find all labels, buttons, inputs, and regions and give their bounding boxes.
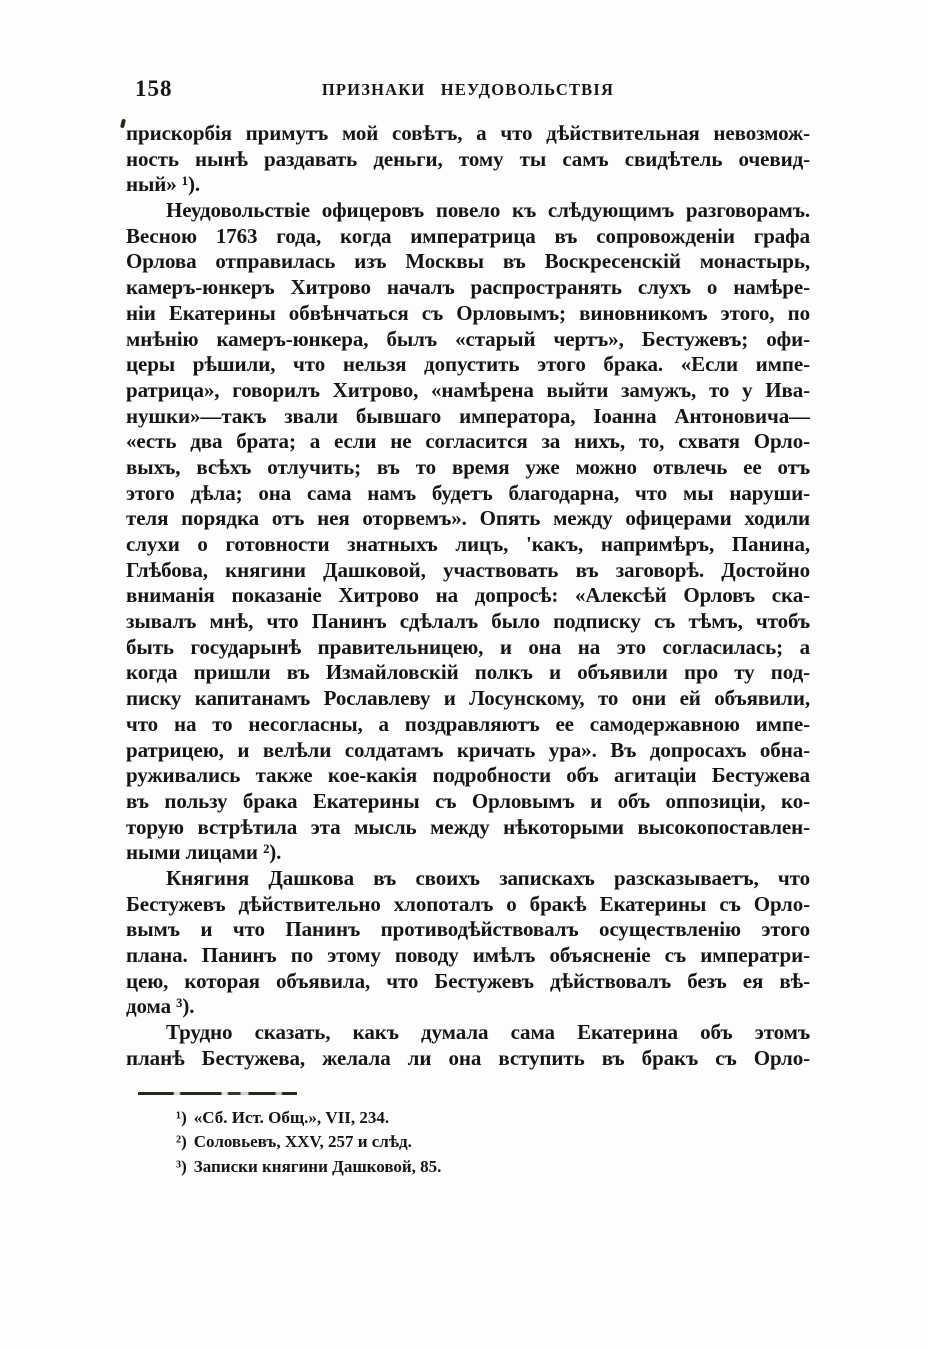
paragraph [126,1020,810,1071]
text-line: Орлова отправилась изъ Москвы въ Воскресенскій монастырь, [126,249,810,274]
paragraph [126,866,810,1020]
footnote-text: Соловьевъ, XXV, 257 и слѣд. [193,1132,412,1152]
text-line: планѣ Бестужева, желала ли она вступить въ бракъ съ Орло- [126,1045,810,1070]
footnote-marker: ¹) [176,1108,187,1127]
text-line: вниманія показаніе Хитрово на допросѣ: «Алексѣй Орловъ ска- [126,583,810,608]
text-line: «есть два брата; а если не согласится за нихъ, то, схватя Орло- [126,429,810,454]
text-line: цею, которая объявила, что Бестужевъ дѣйствовалъ безъ ея вѣ- [126,968,810,993]
footnote-item [176,1155,776,1179]
text-line: руживались также кое-какія подробности объ агитаціи Бестужева [126,763,810,788]
text-line: Трудно сказать, какъ думала сама Екатерина объ этомъ [166,1020,810,1045]
text-line: Бестужевъ дѣйствительно хлопоталъ о бракѣ Екатерины съ Орло- [126,891,810,916]
footnote-text: «Сб. Ист. Общ.», VII, 234. [193,1108,390,1127]
text-line: что на то несогласны, а поздравляютъ ее самодержавною импе- [126,711,810,736]
text-line: теля порядка отъ нея оторвемъ». Опять между офицерами ходили [126,506,810,531]
text-line: плана. Панинъ по этому поводу имѣлъ объясненіе съ императри- [126,943,810,967]
text-line: ными лицами ²). [126,840,282,865]
text-line: ратрицею, и велѣли солдатамъ кричать ура». Въ допросахъ обна- [126,737,810,762]
text-line: въ пользу брака Екатерины съ Орловымъ и объ оппозиціи, ко- [126,788,810,813]
text-line: ность нынѣ раздавать деньги, тому ты самъ свидѣтель очевид- [126,146,810,171]
text-line: быть государынѣ правительницею, и она на это согласилась; а [126,634,810,659]
footnote-marker: ³) [176,1156,187,1176]
text-line: когда пришли въ Измайловскій полкъ и объявили про ту под- [126,660,810,685]
text-line: торую встрѣтила эта мысль между нѣкоторыми высокопоставлен- [126,814,810,839]
text-line: зывалъ мнѣ, что Панинъ сдѣлалъ было подписку съ тѣмъ, чтобъ [126,609,810,634]
paragraph [126,198,810,866]
running-head-row [0,76,928,104]
text-line: Весною 1763 года, когда императрица въ сопровожденіи графа [126,223,810,248]
footnote-marker: ²) [176,1132,187,1152]
text-line: этого дѣла; она сама намъ будетъ благодарна, что мы наруши- [126,480,810,505]
footnote-list [176,1106,776,1179]
body-text [126,121,810,1071]
footnote-item [176,1130,776,1154]
footnote-text: Записки княгини Дашковой, 85. [193,1156,442,1176]
text-line: Княгиня Дашкова въ своихъ запискахъ разсказываетъ, что [166,865,810,890]
footnote-item [176,1106,776,1130]
footnote-separator [138,1092,297,1095]
text-line: вымъ и что Панинъ противодѣйствовалъ осуществленію этого [126,917,810,942]
text-line: ратрица», говорилъ Хитрово, «намѣрена выйти замужъ, то у Ива- [126,377,810,402]
text-line: дома ³). [126,994,195,1019]
text-line: писку капитанамъ Рославлеву и Лосунскому, то они ей объявили, [126,686,810,711]
text-line: ніи Екатерины обвѣнчаться съ Орловымъ; виновникомъ этого, по [126,300,810,325]
text-line: слухи о готовности знатныхъ лицъ, 'какъ, напримѣръ, Панина, [126,532,810,556]
text-line: нушки»—такъ звали бывшаго императора, Іоанна Антоновича— [126,403,810,428]
text-line: прискорбія примутъ мой совѣтъ, а что дѣйствительная невозмож- [126,121,810,145]
page-number: 158 [135,76,173,101]
text-line: камеръ-юнкеръ Хитрово началъ распространять слухъ о намѣре- [126,275,810,300]
text-line: церы рѣшили, что нельзя допустить этого брака. «Если импе- [126,352,810,377]
paragraph [126,121,810,198]
text-line: ный» ¹). [126,172,201,197]
text-line: мнѣнію камеръ-юнкера, былъ «старый чертъ», Бестужевъ; офи- [126,326,810,351]
text-line: Глѣбова, княгини Дашковой, участвовать въ заговорѣ. Достойно [126,557,810,582]
running-header: ПРИЗНАКИ НЕУДОВОЛЬСТВІЯ [321,80,615,99]
text-line: выхъ, всѣхъ отлучить; въ то время уже можно отвлечь ее отъ [126,454,810,479]
text-line: Неудовольствіе офицеровъ повело къ слѣдующимъ разговорамъ. [166,198,810,223]
